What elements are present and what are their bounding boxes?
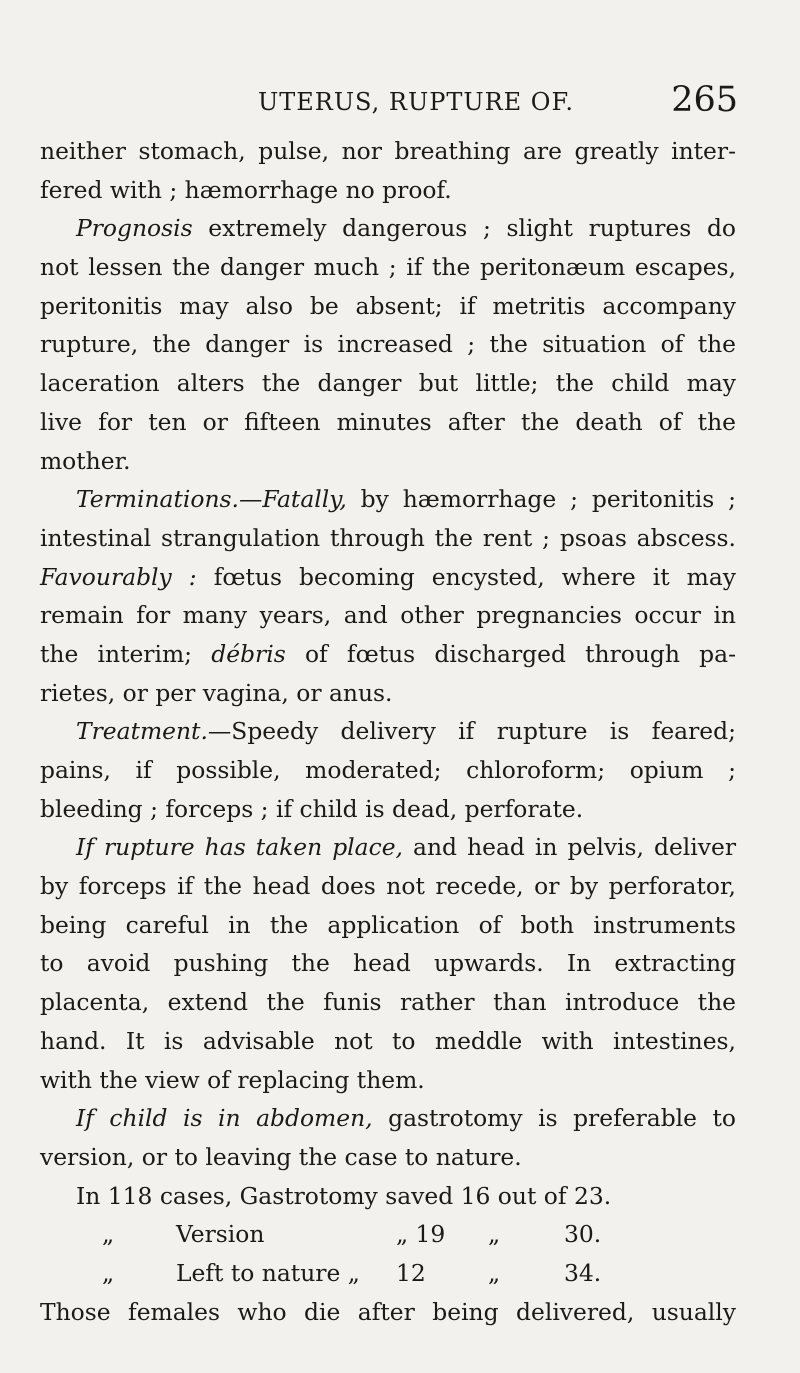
text-line: intestinal strangulation through the rent ; psoas abscess. bbox=[40, 523, 736, 552]
page-number: 265 bbox=[671, 80, 738, 120]
text-line: Treatment.—Speedy delivery if rupture is feared; bbox=[76, 717, 736, 746]
text-line: not lessen the danger much ; if the peritonæum escapes, bbox=[40, 253, 736, 282]
text-line: with the view of replacing them. bbox=[40, 1065, 425, 1094]
text-line: Terminations.—Fatally, by hæmorrhage ; peritonitis ; bbox=[76, 485, 736, 514]
text-line: peritonitis may also be absent; if metritis accompany bbox=[40, 291, 736, 320]
text-line: placenta, extend the funis rather than introduce the bbox=[40, 988, 736, 1017]
text-line: laceration alters the danger but little; the child may bbox=[40, 369, 736, 398]
running-header bbox=[0, 80, 800, 126]
body-text bbox=[40, 132, 736, 1331]
italic-term: Treatment. bbox=[76, 717, 208, 746]
italic-term: Favourably : bbox=[40, 562, 197, 591]
text-line: to avoid pushing the head upwards. In extracting bbox=[40, 949, 736, 978]
table-row: „ Left to nature „ 12 „ 34. bbox=[101, 1258, 602, 1287]
text-line: mother. bbox=[40, 446, 131, 475]
text-line: Favourably : fœtus becoming encysted, where it may bbox=[40, 562, 736, 591]
italic-term: If child is in abdomen, bbox=[76, 1104, 373, 1133]
italic-term: Terminations.—Fatally, bbox=[76, 485, 347, 514]
text-line: If child is in abdomen, gastrotomy is preferable to bbox=[76, 1104, 737, 1133]
text-line: version, or to leaving the case to nature. bbox=[40, 1142, 522, 1171]
text-line: hand. It is advisable not to meddle with intestines, bbox=[40, 1026, 736, 1055]
italic-term: If rupture has taken place, bbox=[76, 833, 403, 862]
text-line: remain for many years, and other pregnancies occur in bbox=[40, 601, 736, 630]
text-line: If rupture has taken place, and head in pelvis, deliver bbox=[76, 833, 737, 862]
text-line: live for ten or fifteen minutes after the death of the bbox=[40, 407, 736, 436]
text-line: Prognosis extremely dangerous ; slight ruptures do bbox=[76, 214, 736, 243]
table-row: „ Version „ 19 „ 30. bbox=[101, 1220, 602, 1249]
text-line: rupture, the danger is increased ; the situation of the bbox=[40, 330, 736, 359]
text-line: rietes, or per vagina, or anus. bbox=[40, 678, 393, 707]
italic-term: Prognosis bbox=[76, 214, 193, 243]
text-line: neither stomach, pulse, nor breathing are greatly inter- bbox=[40, 137, 736, 165]
text-line: bleeding ; forceps ; if child is dead, perforate. bbox=[40, 794, 584, 823]
text-line: the interim; débris of fœtus discharged through pa- bbox=[40, 639, 736, 668]
italic-term: débris bbox=[211, 639, 286, 668]
text-line: fered with ; hæmorrhage no proof. bbox=[40, 175, 452, 204]
text-line: being careful in the application of both instruments bbox=[40, 910, 736, 939]
text-line: In 118 cases, Gastrotomy saved 16 out of 23. bbox=[76, 1181, 612, 1210]
text-line: Those females who die after being delivered, usually bbox=[40, 1297, 736, 1326]
running-title: UTERUS, RUPTURE OF. bbox=[258, 88, 575, 116]
text-line: by forceps if the head does not recede, or by perforator, bbox=[40, 872, 736, 901]
text-line: pains, if possible, moderated; chloroform; opium ; bbox=[40, 756, 736, 784]
